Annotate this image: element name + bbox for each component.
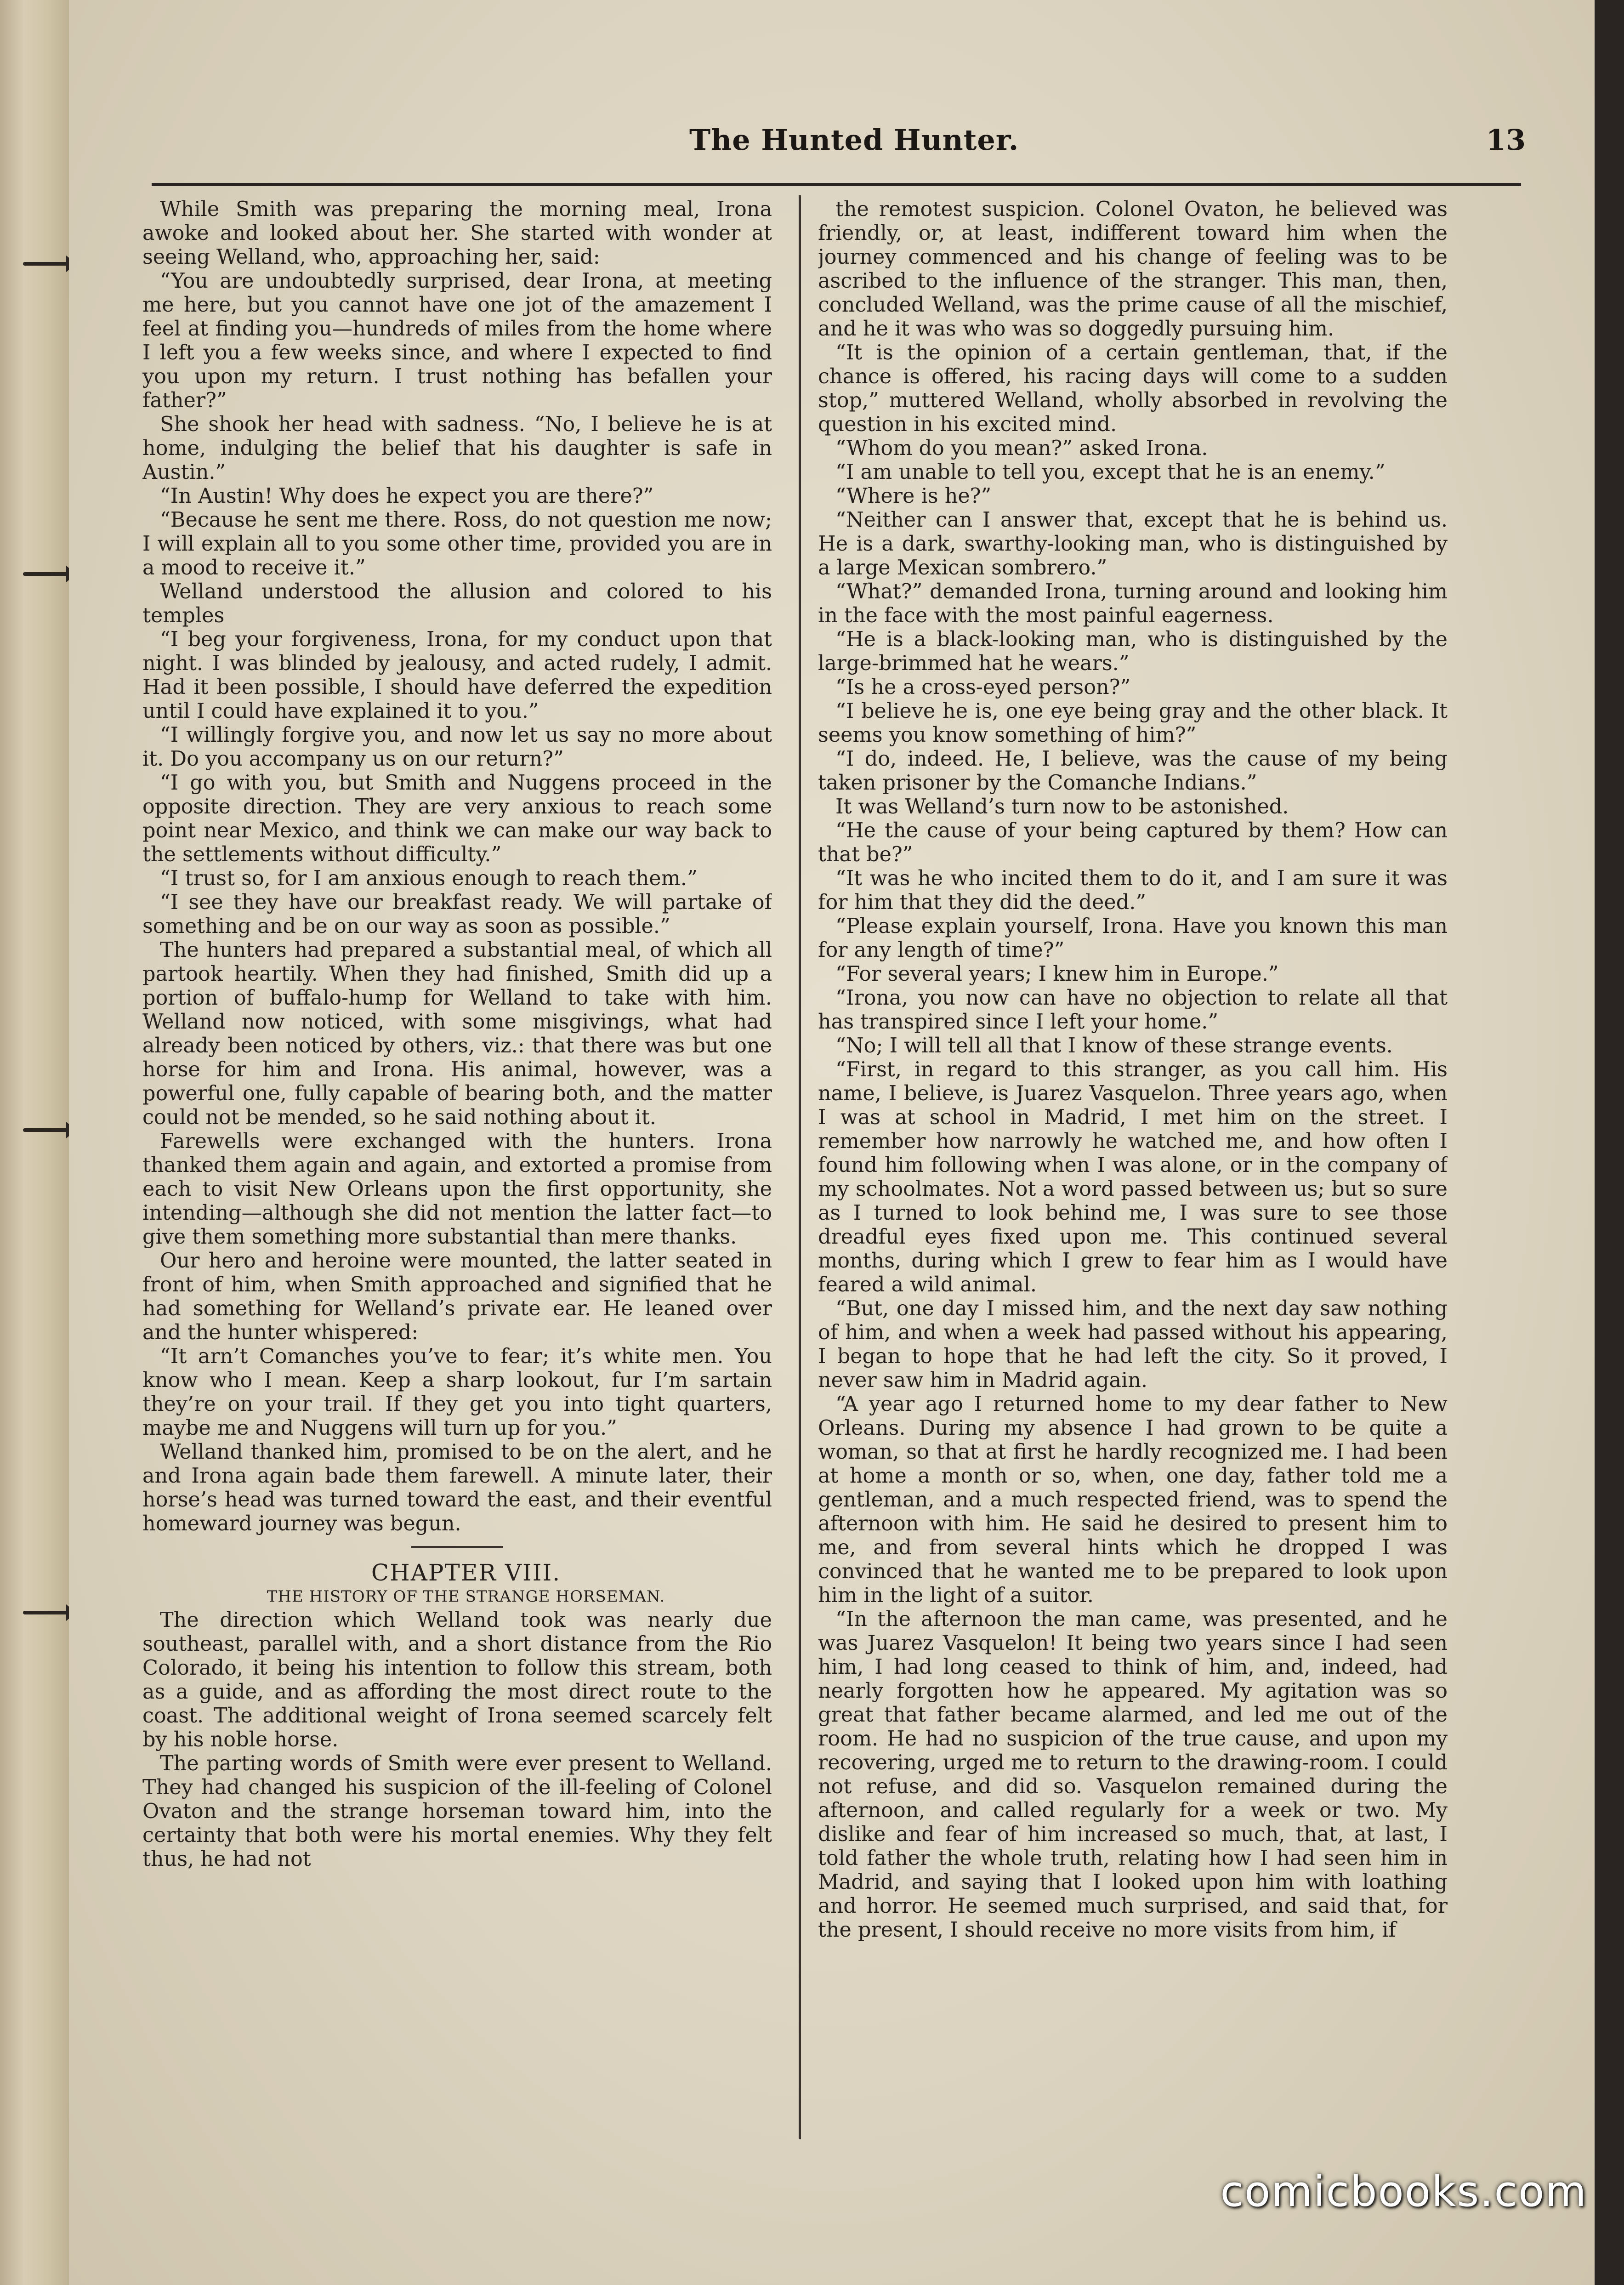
- paragraph: “In the afternoon the man came, was presented, and he was Juarez Vasquelon! It being two years since I had seen him, I had long ceased to think of him, and, indeed, had nearly forgotten how he appeared. My agitation was so great that father became alarmed, and led me out of the room. He had no suspicion of the true cause, and upon my recovering, urged me to return to the drawing-room. I could not refuse, and did so. Vasquelon remained during the afternoon, and called regularly for a week or two. My dislike and fear of him increased so much, that, at last, I told father the whole truth, relating how I had seen him in Madrid, and saying that I looked upon him with loathing and horror. He seemed much surprised, and said that, for the present, I should receive no more visits from him, if: [818, 1608, 1448, 1942]
- paragraph: Farewells were exchanged with the hunters. Irona thanked them again and again, and extorted a promise from each to visit New Orleans upon the first opportunity, she intending—although she did not mention the latter fact—to give them something more substantial than mere thanks.: [142, 1130, 772, 1249]
- binding-stitch: [23, 1611, 74, 1614]
- paragraph: While Smith was preparing the morning meal, Irona awoke and looked about her. She started with wonder at seeing Welland, who, approaching her, said:: [142, 198, 772, 269]
- chapter-title: CHAPTER VIII.: [371, 1559, 561, 1586]
- paragraph: “I do, indeed. He, I believe, was the cause of my being taken prisoner by the Comanche Indians.”: [818, 747, 1448, 795]
- paragraph: the remotest suspicion. Colonel Ovaton, he believed was friendly, or, at least, indifferent toward him when the journey commenced and his change of feeling was to be ascribed to the influence of the stranger. This man, then, concluded Welland, was the prime cause of all the mischief, and he it was who was so doggedly pursuing him.: [818, 198, 1448, 341]
- paragraph: She shook her head with sadness. “No, I believe he is at home, indulging the belief that his daughter is safe in Austin.”: [142, 413, 772, 484]
- site-watermark: comicbooks.com: [1220, 2167, 1587, 2216]
- paragraph: “I go with you, but Smith and Nuggens proceed in the opposite direction. They are very anxious to reach some point near Mexico, and think we can make our way back to the settlements without difficulty.”: [142, 771, 772, 866]
- page-edge-shadow: [1595, 0, 1624, 2285]
- paragraph: “First, in regard to this stranger, as you call him. His name, I believe, is Juarez Vasquelon. Three years ago, when I was at school in Madrid, I met him on the street. I remember how narrowly he watched me, and how often I found him following when I was alone, or in the company of my schoolmates. Not a word passed between us; but so sure as I turned to look behind me, I was sure to see those dreadful eyes fixed upon me. This continued several months, during which I grew to fear him as I would have feared a wild animal.: [818, 1058, 1448, 1296]
- paragraph: “For several years; I knew him in Europe.”: [835, 962, 1279, 986]
- paragraph: “A year ago I returned home to my dear father to New Orleans. During my absence I had grown to be quite a woman, so that at first he hardly recognized me. I had been at home a month or so, when, one day, father told me a gentleman, and a much respected friend, was to spend the afternoon with him. He said he desired to present him to me, and from several hints which he dropped I was convinced that he wanted me to be prepared to look upon him in the light of a suitor.: [818, 1393, 1448, 1607]
- paragraph: “It arn’t Comanches you’ve to fear; it’s white men. You know who I mean. Keep a sharp lookout, fur I’m sartain they’re on your trail. If they get you into tight quarters, maybe me and Nuggens will turn up for you.”: [142, 1345, 772, 1440]
- paragraph: “Please explain yourself, Irona. Have you known this man for any length of time?”: [818, 915, 1448, 962]
- chapter-subtitle: THE HISTORY OF THE STRANGE HORSEMAN.: [267, 1587, 665, 1606]
- paragraph: Our hero and heroine were mounted, the latter seated in front of him, when Smith approached and signified that he had something for Welland’s private ear. He leaned over and the hunter whispered:: [142, 1249, 772, 1344]
- paragraph: “What?” demanded Irona, turning around and looking him in the face with the most painful eagerness.: [818, 580, 1448, 627]
- paragraph: The parting words of Smith were ever present to Welland. They had changed his suspicion of the ill-feeling of Colonel Ovaton and the strange horseman toward him, into the certainty that both were his mortal enemies. Why they felt thus, he had not: [142, 1752, 772, 1871]
- header-rule: [152, 183, 1521, 186]
- paragraph: “It is the opinion of a certain gentleman, that, if the chance is offered, his racing days will come to a sudden stop,” muttered Welland, wholly absorbed in revolving the question in his excited mind.: [818, 341, 1448, 436]
- paragraph: “Irona, you now can have no objection to relate all that has transpired since I left your home.”: [818, 986, 1448, 1034]
- binding-stitch: [23, 1128, 74, 1132]
- paragraph: “I see they have our breakfast ready. We will partake of something and be on our way as soon as possible.”: [142, 891, 772, 938]
- paragraph: “Is he a cross-eyed person?”: [835, 676, 1131, 699]
- book-binding: [0, 0, 69, 2285]
- paragraph: “I trust so, for I am anxious enough to reach them.”: [160, 867, 698, 890]
- paragraph: “But, one day I missed him, and the next day saw nothing of him, and when a week had passed without his appearing, I began to hope that he had left the city. So it proved, I never saw him in Madrid again.: [818, 1297, 1448, 1392]
- page-number: 13: [1486, 123, 1526, 157]
- paragraph: “Neither can I answer that, except that he is behind us. He is a dark, swarthy-looking man, who is distinguished by a large Mexican sombrero.”: [818, 508, 1448, 580]
- paragraph: “I believe he is, one eye being gray and the other black. It seems you know something of him?”: [818, 699, 1448, 747]
- paragraph: “It was he who incited them to do it, and I am sure it was for him that they did the deed.”: [818, 867, 1448, 914]
- paragraph: Welland thanked him, promised to be on the alert, and he and Irona again bade them farewell. A minute later, their horse’s head was turned toward the east, and their eventful homeward journey was begun.: [142, 1440, 772, 1535]
- binding-stitch: [23, 572, 74, 576]
- paragraph: “No; I will tell all that I know of these strange events.: [835, 1034, 1393, 1057]
- paragraph: “I willingly forgive you, and now let us say no more about it. Do you accompany us on our return?”: [142, 723, 772, 771]
- paragraph: “Where is he?”: [835, 484, 992, 508]
- paragraph: “He the cause of your being captured by them? How can that be?”: [818, 819, 1448, 866]
- running-title: The Hunted Hunter.: [689, 123, 1019, 157]
- column-divider: [799, 195, 801, 2139]
- page-header: [156, 123, 1526, 160]
- paragraph: Welland understood the allusion and colored to his temples: [142, 580, 772, 627]
- paragraph: The direction which Welland took was nearly due southeast, parallel with, and a short distance from the Rio Colorado, it being his intention to follow this stream, both as a guide, and as affording the most direct route to the coast. The additional weight of Irona seemed scarcely felt by his noble horse.: [142, 1609, 772, 1751]
- chapter-separator: [411, 1546, 503, 1548]
- paragraph: The hunters had prepared a substantial meal, of which all partook heartily. When they had finished, Smith did up a portion of buffalo-hump for Welland to take with him. Welland now noticed, with some misgivings, what had already been noticed by others, viz.: that there was but one horse for him and Irona. His animal, however, was a powerful one, fully capable of bearing both, and the matter could not be mended, so he said nothing about it.: [142, 938, 772, 1129]
- left-text-column: [142, 198, 772, 2137]
- paragraph: “Whom do you mean?” asked Irona.: [835, 437, 1208, 460]
- paragraph: “You are undoubtedly surprised, dear Irona, at meeting me here, but you cannot have one jot of the amazement I feel at finding you—hundreds of miles from the home where I left you a few weeks since, and where I expected to find you upon my return. I trust nothing has befallen your father?”: [142, 269, 772, 412]
- paragraph: “He is a black-looking man, who is distinguished by the large-brimmed hat he wears.”: [818, 628, 1448, 675]
- paragraph: It was Welland’s turn now to be astonished.: [835, 795, 1289, 819]
- paragraph: “In Austin! Why does he expect you are there?”: [160, 484, 654, 508]
- right-text-column: [818, 198, 1448, 2137]
- binding-stitch: [23, 262, 74, 266]
- paragraph: “Because he sent me there. Ross, do not question me now; I will explain all to you some other time, provided you are in a mood to receive it.”: [142, 508, 772, 580]
- paragraph: “I am unable to tell you, except that he is an enemy.”: [835, 460, 1386, 484]
- paragraph: “I beg your forgiveness, Irona, for my conduct upon that night. I was blinded by jealousy, and acted rudely, I admit. Had it been possible, I should have deferred the expedition until I could have explained it to you.”: [142, 628, 772, 723]
